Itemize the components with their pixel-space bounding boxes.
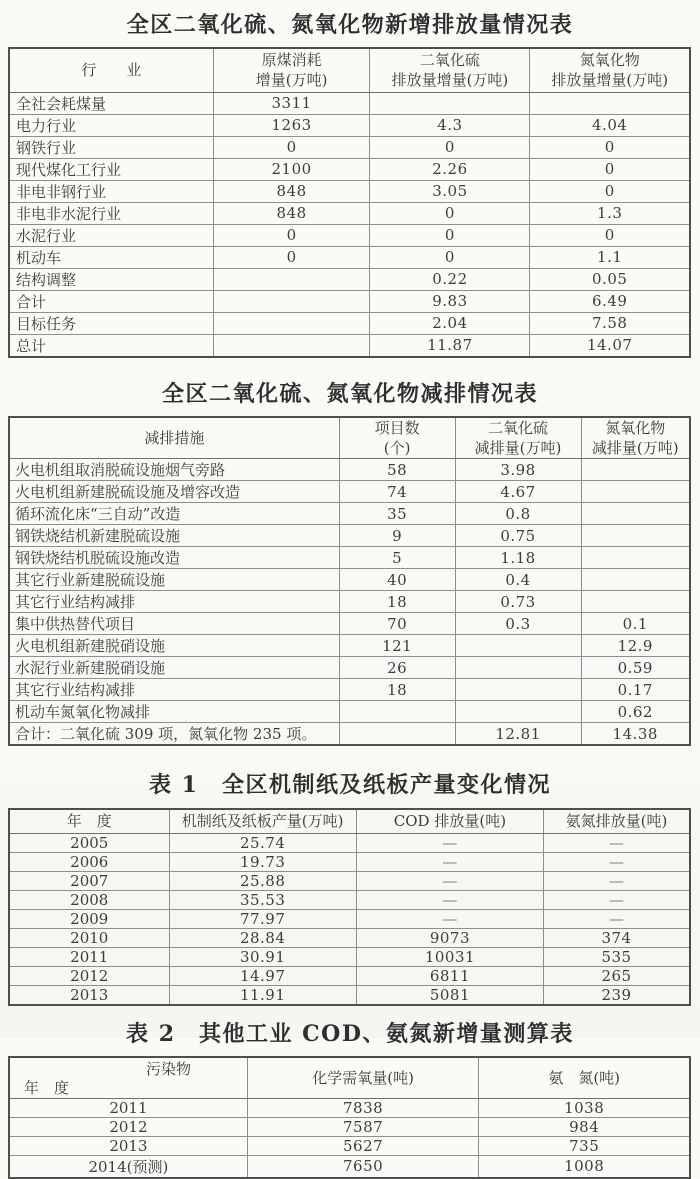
col-header-project-count: 项目数 (个) <box>339 417 455 459</box>
table-cell <box>455 679 581 701</box>
col-header-coal-increase: 原煤消耗 增量(万吨) <box>213 48 370 92</box>
table-cell: 循环流化床“三自动”改造 <box>9 503 339 525</box>
table-cell: 0 <box>213 136 370 158</box>
header-row <box>9 48 690 92</box>
other-industry-cod-table <box>8 1056 691 1179</box>
col-header-year: 年 度 <box>9 809 169 833</box>
table-cell: 其它行业结构减排 <box>9 591 339 613</box>
table-cell: — <box>544 890 690 909</box>
table-cell: 集中供热替代项目 <box>9 613 339 635</box>
col-header-nh3n-emission: 氨氮排放量(吨) <box>544 809 690 833</box>
table-cell: 58 <box>339 459 455 481</box>
table-cell <box>213 334 370 357</box>
col-header-measure: 减排措施 <box>9 417 339 459</box>
table-cell: 5 <box>339 547 455 569</box>
table-cell: 水泥行业新建脱硝设施 <box>9 657 339 679</box>
table-cell: 2013 <box>9 1136 247 1155</box>
table-cell: 结构调整 <box>9 268 213 290</box>
table-row <box>9 136 690 158</box>
table-cell: 1.3 <box>530 202 690 224</box>
table-cell: 9.83 <box>370 290 530 312</box>
table1-title: 全区二氧化硫、氮氧化物新增排放量情况表 <box>126 12 574 38</box>
table-row <box>9 871 690 890</box>
table-cell: 984 <box>479 1117 690 1136</box>
table-cell: 12.81 <box>455 723 581 746</box>
table-cell <box>339 701 455 723</box>
table-cell: 非电非钢行业 <box>9 180 213 202</box>
table-cell: 35.53 <box>169 890 356 909</box>
table-cell <box>581 459 690 481</box>
table-cell: 4.04 <box>530 114 690 136</box>
table-cell: 19.73 <box>169 852 356 871</box>
table4-title: 表 2 其他工业 COD、氨氮新增量测算表 <box>126 1020 574 1047</box>
table-cell: 121 <box>339 635 455 657</box>
table-row <box>9 657 690 679</box>
table-cell: 2011 <box>9 1098 247 1117</box>
table-cell: 2008 <box>9 890 169 909</box>
table-cell: 35 <box>339 503 455 525</box>
table-row <box>9 852 690 871</box>
table-cell: 14.38 <box>581 723 690 746</box>
table-cell: 14.07 <box>530 334 690 357</box>
table-cell: 0 <box>213 246 370 268</box>
col-header-so2-increase: 二氧化硫 排放量增量(万吨) <box>370 48 530 92</box>
table-cell: 水泥行业 <box>9 224 213 246</box>
col-header-pollutant-year-corner <box>9 1057 247 1099</box>
table-cell: 0.62 <box>581 701 690 723</box>
table-cell: 0 <box>370 224 530 246</box>
table-cell: 非电非水泥行业 <box>9 202 213 224</box>
table-cell <box>455 635 581 657</box>
table-row <box>9 459 690 481</box>
paper-production-table <box>8 808 691 1006</box>
corner-label-year: 年 度 <box>24 1078 70 1097</box>
table-cell <box>370 92 530 114</box>
table-cell <box>581 569 690 591</box>
table-cell: 0.8 <box>455 503 581 525</box>
table-cell: 火电机组取消脱硫设施烟气旁路 <box>9 459 339 481</box>
table-row <box>9 246 690 268</box>
table-cell: — <box>356 909 543 928</box>
table-cell: 6.49 <box>530 290 690 312</box>
table-cell: 9 <box>339 525 455 547</box>
table-cell: 其它行业新建脱硫设施 <box>9 569 339 591</box>
new-emissions-table <box>8 47 691 358</box>
table-row <box>9 1098 690 1117</box>
table-row <box>9 1155 690 1178</box>
table-cell: 25.74 <box>169 833 356 852</box>
table-cell: 2011 <box>9 947 169 966</box>
table-cell: 70 <box>339 613 455 635</box>
table-cell: 2100 <box>213 158 370 180</box>
table-cell: — <box>356 852 543 871</box>
table-row <box>9 966 690 985</box>
table-cell: 火电机组新建脱硫设施及增容改造 <box>9 481 339 503</box>
table-row <box>9 268 690 290</box>
table-cell <box>581 481 690 503</box>
table-cell: — <box>544 871 690 890</box>
table-cell: 30.91 <box>169 947 356 966</box>
table-cell: 1008 <box>479 1155 690 1178</box>
table-cell: 0.59 <box>581 657 690 679</box>
col-header-so2-reduction: 二氧化硫 减排量(万吨) <box>455 417 581 459</box>
table-cell: 0.1 <box>581 613 690 635</box>
table-cell: — <box>544 909 690 928</box>
table-cell: 1263 <box>213 114 370 136</box>
table-cell: 74 <box>339 481 455 503</box>
table-cell: 0 <box>213 224 370 246</box>
table-cell: 25.88 <box>169 871 356 890</box>
table-cell: 0.73 <box>455 591 581 613</box>
table-cell <box>530 92 690 114</box>
col-header-nox-reduction: 氮氧化物 减排量(万吨) <box>581 417 690 459</box>
table-cell: 18 <box>339 679 455 701</box>
table-row <box>9 158 690 180</box>
table-cell: 6811 <box>356 966 543 985</box>
table-cell: 机动车 <box>9 246 213 268</box>
table-cell: 1.18 <box>455 547 581 569</box>
table-row <box>9 1136 690 1155</box>
emission-reduction-table <box>8 416 691 747</box>
header-row <box>9 1057 690 1099</box>
table-cell: 4.67 <box>455 481 581 503</box>
table-row <box>9 547 690 569</box>
table-cell: 374 <box>544 928 690 947</box>
table-cell: 2012 <box>9 1117 247 1136</box>
table-row <box>9 985 690 1005</box>
table-cell: 2.26 <box>370 158 530 180</box>
table-row <box>9 114 690 136</box>
table-cell: — <box>544 852 690 871</box>
col-header-cod-emission: COD 排放量(吨) <box>356 809 543 833</box>
table-cell: 0 <box>530 136 690 158</box>
table-cell: 2006 <box>9 852 169 871</box>
table-cell: 5627 <box>247 1136 479 1155</box>
table-cell: 7650 <box>247 1155 479 1178</box>
table-cell: 239 <box>544 985 690 1005</box>
header-row <box>9 809 690 833</box>
table-cell: 12.9 <box>581 635 690 657</box>
table-cell: 11.87 <box>370 334 530 357</box>
table-cell: 2012 <box>9 966 169 985</box>
table-cell <box>581 525 690 547</box>
table-cell: 电力行业 <box>9 114 213 136</box>
table-cell: 0.17 <box>581 679 690 701</box>
col-header-industry: 行 业 <box>9 48 213 92</box>
table-cell: 4.3 <box>370 114 530 136</box>
table-cell: 0.3 <box>455 613 581 635</box>
table-cell: 合计 <box>9 290 213 312</box>
table-row <box>9 334 690 357</box>
table-cell: 26 <box>339 657 455 679</box>
table-row <box>9 947 690 966</box>
table-cell: 0.75 <box>455 525 581 547</box>
table-cell <box>213 290 370 312</box>
col-header-ammonia: 氨 氮(吨) <box>479 1057 690 1099</box>
table-cell: 2013 <box>9 985 169 1005</box>
table-row <box>9 679 690 701</box>
table-cell: 0 <box>370 202 530 224</box>
table-cell: 2005 <box>9 833 169 852</box>
table-cell: 28.84 <box>169 928 356 947</box>
table-row <box>9 312 690 334</box>
table3-title: 表 1 全区机制纸及纸板产量变化情况 <box>149 772 551 798</box>
table-cell: 2010 <box>9 928 169 947</box>
table-row <box>9 635 690 657</box>
table-cell: 735 <box>479 1136 690 1155</box>
table-cell <box>455 701 581 723</box>
table-cell: 1.1 <box>530 246 690 268</box>
table-cell: 2007 <box>9 871 169 890</box>
table-cell: 3311 <box>213 92 370 114</box>
table-row <box>9 503 690 525</box>
table-row <box>9 833 690 852</box>
table-cell: 钢铁烧结机脱硫设施改造 <box>9 547 339 569</box>
table-cell: — <box>544 833 690 852</box>
table-cell: — <box>356 833 543 852</box>
table-cell: 其它行业结构减排 <box>9 679 339 701</box>
table-cell: 5081 <box>356 985 543 1005</box>
table-cell: 848 <box>213 180 370 202</box>
table-cell: 目标任务 <box>9 312 213 334</box>
header-row <box>9 417 690 459</box>
table-row <box>9 202 690 224</box>
table-cell: — <box>356 871 543 890</box>
table-cell: 535 <box>544 947 690 966</box>
table-row <box>9 591 690 613</box>
corner-label-pollutant: 污染物 <box>146 1059 192 1078</box>
table-cell: 14.97 <box>169 966 356 985</box>
table-row <box>9 525 690 547</box>
table-cell <box>581 503 690 525</box>
table-cell: 全社会耗煤量 <box>9 92 213 114</box>
table-cell: 848 <box>213 202 370 224</box>
table-row <box>9 180 690 202</box>
table-cell: 钢铁烧结机新建脱硫设施 <box>9 525 339 547</box>
table-cell: 0 <box>530 158 690 180</box>
table-cell: 10031 <box>356 947 543 966</box>
table-cell <box>213 268 370 290</box>
table-cell: 0 <box>370 136 530 158</box>
table-cell: 火电机组新建脱硝设施 <box>9 635 339 657</box>
table-cell: 钢铁行业 <box>9 136 213 158</box>
table-cell <box>213 312 370 334</box>
table-row <box>9 92 690 114</box>
table-cell: 3.05 <box>370 180 530 202</box>
table-cell: 2.04 <box>370 312 530 334</box>
table-cell: — <box>356 890 543 909</box>
table-cell: 机动车氮氧化物减排 <box>9 701 339 723</box>
table-row <box>9 569 690 591</box>
col-header-paper-output: 机制纸及纸板产量(万吨) <box>169 809 356 833</box>
table-row <box>9 224 690 246</box>
table-cell: 0 <box>530 180 690 202</box>
table-cell: 2014(预测) <box>9 1155 247 1178</box>
table-cell: 40 <box>339 569 455 591</box>
table-cell: 0.4 <box>455 569 581 591</box>
table-cell: 现代煤化工行业 <box>9 158 213 180</box>
table-cell <box>455 657 581 679</box>
table-row <box>9 481 690 503</box>
table-cell: 1038 <box>479 1098 690 1117</box>
table-row <box>9 928 690 947</box>
table-row <box>9 613 690 635</box>
table-cell: 3.98 <box>455 459 581 481</box>
table-row <box>9 890 690 909</box>
table-row <box>9 909 690 928</box>
table-cell: 18 <box>339 591 455 613</box>
table-cell: 总计 <box>9 334 213 357</box>
table-cell <box>581 547 690 569</box>
table2-title: 全区二氧化硫、氮氧化物减排情况表 <box>161 380 538 407</box>
table-cell: 0.05 <box>530 268 690 290</box>
table-cell: 0 <box>370 246 530 268</box>
table-row <box>9 701 690 723</box>
table-cell: 0 <box>530 224 690 246</box>
table-row <box>9 1117 690 1136</box>
table-cell: 合计：二氧化硫 309 项，氮氧化物 235 项。 <box>9 723 339 746</box>
col-header-nox-increase: 氮氧化物 排放量增量(万吨) <box>530 48 690 92</box>
table-cell: 7587 <box>247 1117 479 1136</box>
table-cell: 265 <box>544 966 690 985</box>
table-cell: 11.91 <box>169 985 356 1005</box>
col-header-cod: 化学需氧量(吨) <box>247 1057 479 1099</box>
table-cell: 7838 <box>247 1098 479 1117</box>
table-cell <box>581 591 690 613</box>
table-row <box>9 723 690 746</box>
table-cell: 0.22 <box>370 268 530 290</box>
table-row <box>9 290 690 312</box>
table-cell: 9073 <box>356 928 543 947</box>
table-cell: 7.58 <box>530 312 690 334</box>
table-cell <box>339 723 455 746</box>
table-cell: 77.97 <box>169 909 356 928</box>
table-cell: 2009 <box>9 909 169 928</box>
